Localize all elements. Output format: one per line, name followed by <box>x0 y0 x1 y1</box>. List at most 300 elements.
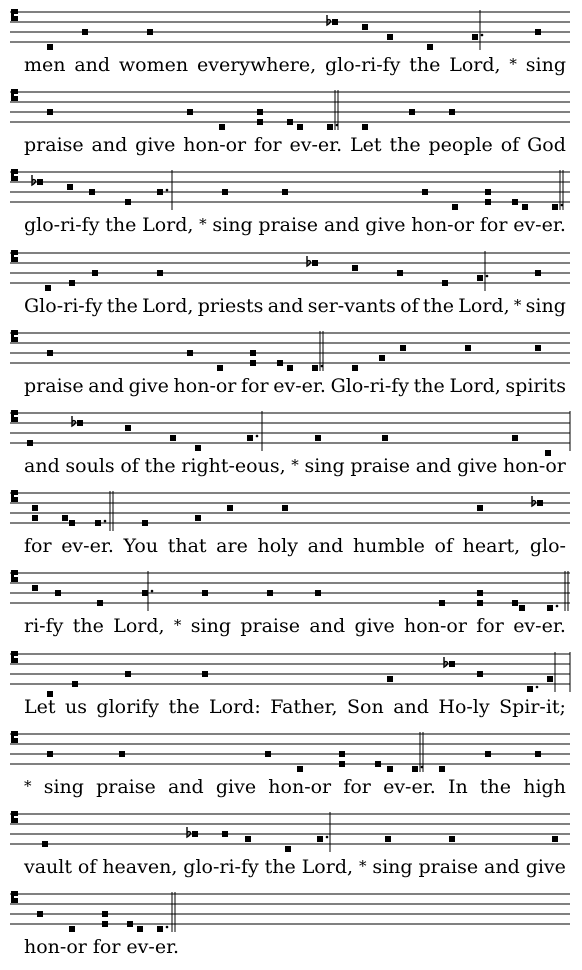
neume <box>485 199 491 205</box>
asterisk-mark: * <box>199 215 207 234</box>
lyric-word: Lord, <box>458 294 510 317</box>
punctum <box>312 365 318 371</box>
asterisk-mark: * <box>173 616 182 635</box>
neume <box>67 184 73 190</box>
punctum <box>352 365 358 371</box>
neume <box>312 364 323 370</box>
lyric-word: the <box>389 134 421 157</box>
lyric-word: give <box>215 775 257 798</box>
lyric-word: Son <box>347 695 384 718</box>
punctum <box>125 199 131 205</box>
punctum <box>449 109 455 115</box>
staff <box>10 249 570 289</box>
lyric-line <box>24 614 566 638</box>
neume <box>227 505 233 511</box>
neume <box>472 34 483 40</box>
staff <box>10 569 570 609</box>
lyric-word: Lord, <box>113 615 165 638</box>
mora-dot <box>321 364 324 367</box>
neume <box>287 119 293 125</box>
punctum <box>69 280 75 286</box>
neume <box>362 24 368 30</box>
neume <box>477 590 483 596</box>
neume <box>89 189 95 195</box>
punctum <box>142 590 148 596</box>
lyric-word: ev-er. <box>513 214 566 237</box>
c-clef-icon <box>11 410 18 422</box>
punctum <box>147 29 153 35</box>
staff <box>10 810 570 850</box>
lyric-word: hon-or <box>173 374 237 397</box>
asterisk-mark: * <box>358 857 367 875</box>
punctum <box>195 445 201 451</box>
neume <box>512 435 518 441</box>
lyric-word: for <box>24 535 52 558</box>
flat-icon <box>444 657 448 667</box>
lyric-word: glo- <box>529 535 566 558</box>
asterisk-mark: * <box>513 295 522 314</box>
neume <box>187 827 198 837</box>
punctum <box>62 515 68 521</box>
flat-icon <box>187 827 191 837</box>
neume <box>307 256 318 266</box>
chant-system <box>0 329 582 409</box>
lyric-word: hon-or <box>404 615 467 638</box>
punctum <box>387 766 393 772</box>
punctum <box>375 761 381 767</box>
neume <box>527 685 538 691</box>
chant-system <box>0 409 582 489</box>
punctum <box>315 435 321 441</box>
staff <box>10 88 570 128</box>
punctum <box>537 500 543 506</box>
chant-system <box>0 650 582 730</box>
neume <box>387 766 393 772</box>
lyric-line <box>24 775 566 799</box>
neume <box>387 34 393 40</box>
lyric-word: Lord: <box>209 695 261 718</box>
neume <box>477 671 483 677</box>
punctum <box>267 590 273 596</box>
lyric-line <box>24 374 566 398</box>
punctum <box>362 124 368 130</box>
punctum <box>287 119 293 125</box>
punctum <box>552 836 558 842</box>
punctum <box>312 260 318 266</box>
lyric-word: and <box>24 455 60 477</box>
lyric-word: ev-er. <box>289 134 343 157</box>
neume <box>32 585 38 591</box>
punctum <box>439 600 445 606</box>
neume <box>352 365 358 371</box>
neume <box>72 681 78 687</box>
neume <box>400 345 406 351</box>
neume <box>535 29 541 35</box>
lyric-word: Glo-ri-fy <box>330 374 410 397</box>
neume <box>125 425 131 431</box>
neume <box>47 751 53 757</box>
lyric-word: Glo-ri-fy <box>24 294 103 317</box>
punctum <box>327 124 333 130</box>
neume <box>187 350 193 356</box>
neume <box>119 751 125 757</box>
neume <box>127 921 133 927</box>
neume <box>42 841 48 847</box>
lyric-word: glorify <box>96 695 160 718</box>
neume <box>439 766 445 772</box>
lyric-word: the <box>413 374 445 397</box>
c-clef-icon <box>11 89 18 101</box>
lyric-word: praise <box>240 615 301 638</box>
neume <box>477 600 483 606</box>
chant-system <box>0 810 582 890</box>
punctum <box>222 189 228 195</box>
punctum <box>67 184 73 190</box>
punctum <box>42 841 48 847</box>
neume <box>422 189 428 195</box>
neume <box>32 515 38 521</box>
chant-system <box>0 8 582 88</box>
chant-system <box>0 88 582 168</box>
lyric-word: glo-ri-fy <box>24 214 100 237</box>
punctum <box>512 435 518 441</box>
lyric-word: ev-er. <box>126 936 180 959</box>
lyric-word: give <box>525 856 566 878</box>
lyric-word: heart, <box>462 535 521 558</box>
neume <box>465 345 471 351</box>
punctum <box>317 836 323 842</box>
lyric-word: and <box>307 535 344 558</box>
flat-icon <box>327 15 331 25</box>
punctum <box>82 29 88 35</box>
lyric-word: holy <box>257 535 298 558</box>
lyric-word: Spir-it; <box>499 695 566 718</box>
asterisk-mark: * <box>509 55 517 73</box>
lyric-line <box>24 213 566 237</box>
lyric-line <box>24 695 566 719</box>
double-bar-line <box>172 892 175 932</box>
neume <box>222 189 228 195</box>
punctum <box>547 605 553 611</box>
staff <box>10 168 570 208</box>
lyric-word: men <box>24 54 66 76</box>
chant-system <box>0 249 582 329</box>
mora-dot <box>481 34 484 37</box>
neume <box>315 435 321 441</box>
lyric-word: humble <box>352 535 425 558</box>
punctum <box>547 676 553 682</box>
staff <box>10 409 570 449</box>
neume <box>439 600 445 606</box>
lyric-word: sing <box>43 775 84 798</box>
chant-system <box>0 489 582 569</box>
lyric-word: the <box>264 856 296 878</box>
lyric-word: Let <box>350 134 382 157</box>
punctum <box>519 605 525 611</box>
chant-system <box>0 569 582 649</box>
punctum <box>47 44 53 50</box>
punctum <box>285 846 291 852</box>
neume <box>282 189 288 195</box>
lyric-word: Lord, <box>142 214 194 237</box>
neume <box>147 29 153 35</box>
punctum <box>315 590 321 596</box>
punctum <box>472 34 478 40</box>
lyric-word: spirits <box>505 374 566 397</box>
lyric-word: of <box>120 455 139 477</box>
lyric-word: and <box>91 134 128 157</box>
punctum <box>257 119 263 125</box>
punctum <box>245 836 251 842</box>
neume <box>125 671 131 677</box>
mora-dot <box>166 926 169 929</box>
lyric-word: ev-er. <box>61 535 114 558</box>
punctum <box>397 270 403 276</box>
lyric-word: us <box>64 695 87 718</box>
lyric-word: You <box>123 535 159 558</box>
neume <box>257 119 263 125</box>
neume <box>27 440 33 446</box>
lyric-word: Lord, <box>142 294 194 317</box>
punctum <box>339 751 345 757</box>
punctum <box>339 761 345 767</box>
lyric-word: ev-er. <box>273 374 326 397</box>
lyric-word: the <box>409 54 441 76</box>
c-clef-icon <box>11 330 18 342</box>
lyric-word: In <box>447 775 468 798</box>
punctum <box>45 285 51 291</box>
lyric-word: heaven, <box>102 856 178 878</box>
punctum <box>412 766 418 772</box>
punctum <box>72 681 78 687</box>
neume <box>219 124 225 130</box>
neume <box>277 360 283 366</box>
staff <box>10 8 570 48</box>
punctum <box>477 671 483 677</box>
punctum <box>257 109 263 115</box>
mora-dot <box>166 189 169 192</box>
neume <box>47 350 53 356</box>
neume <box>45 285 51 291</box>
punctum <box>535 345 541 351</box>
neume <box>202 590 208 596</box>
lyric-word: hon-or <box>24 936 87 959</box>
lyric-word: for <box>254 134 282 157</box>
punctum <box>32 515 38 521</box>
punctum <box>157 926 163 932</box>
punctum <box>250 360 256 366</box>
punctum <box>125 425 131 431</box>
lyric-line <box>24 294 566 318</box>
neume <box>339 761 345 767</box>
punctum <box>89 189 95 195</box>
neume <box>297 766 303 772</box>
neume <box>485 751 491 757</box>
neume <box>512 199 518 205</box>
neume <box>427 44 433 50</box>
neume <box>535 270 541 276</box>
neume <box>170 435 176 441</box>
punctum <box>195 515 201 521</box>
neume <box>375 761 381 767</box>
punctum <box>485 199 491 205</box>
lyric-word: the <box>72 615 104 638</box>
flat-icon <box>72 416 76 426</box>
punctum <box>250 350 256 356</box>
mora-dot <box>151 590 154 593</box>
lyric-word: praise <box>258 214 319 237</box>
punctum <box>477 275 483 281</box>
mora-dot <box>104 520 107 523</box>
lyric-word: hon-or <box>268 775 332 798</box>
punctum <box>452 204 458 210</box>
flat-icon <box>32 175 36 185</box>
lyric-word: ri-fy <box>24 615 64 638</box>
punctum <box>127 921 133 927</box>
lyric-word: Lord, <box>449 374 501 397</box>
neume <box>442 280 448 286</box>
lyric-word: right-eous, <box>181 455 286 477</box>
mora-dot <box>336 124 339 127</box>
punctum <box>69 520 75 526</box>
c-clef-icon <box>11 570 18 582</box>
neume <box>69 520 75 526</box>
lyric-word: Let <box>24 695 56 718</box>
neume <box>202 671 208 677</box>
mora-dot <box>326 836 329 839</box>
lyric-word: the <box>422 294 455 317</box>
lyric-word: and <box>323 214 360 237</box>
lyric-word: and <box>88 374 125 397</box>
neume <box>32 175 43 185</box>
neume <box>512 600 518 606</box>
punctum <box>287 365 293 371</box>
neume <box>297 124 303 130</box>
asterisk-mark: * <box>24 776 32 795</box>
punctum <box>282 505 288 511</box>
neume <box>222 831 228 837</box>
punctum <box>47 751 53 757</box>
c-clef-icon <box>11 490 18 502</box>
neume <box>362 124 368 130</box>
neume <box>532 496 543 506</box>
punctum <box>219 124 225 130</box>
lyric-word: souls <box>65 455 115 477</box>
punctum <box>485 189 491 195</box>
lyric-word: everywhere, <box>196 54 317 76</box>
lyric-word: and <box>74 54 111 76</box>
neume <box>267 590 273 596</box>
punctum <box>217 365 223 371</box>
punctum <box>427 44 433 50</box>
flat-icon <box>307 256 311 266</box>
lyric-word: sing <box>525 294 566 317</box>
punctum <box>32 585 38 591</box>
punctum <box>385 836 391 842</box>
neume <box>317 836 328 842</box>
lyric-word: God <box>527 134 566 157</box>
lyric-line <box>24 133 566 157</box>
punctum <box>449 661 455 667</box>
double-bar-line <box>565 571 568 611</box>
lyric-word: ser-vants <box>307 294 396 317</box>
lyric-word: and <box>167 775 204 798</box>
chant-system <box>0 890 582 970</box>
mora-dot <box>256 435 259 438</box>
punctum <box>92 270 98 276</box>
lyric-word: give <box>365 214 406 237</box>
lyric-word: the <box>479 775 512 798</box>
lyric-word: hon-or <box>503 455 566 477</box>
punctum <box>32 505 38 511</box>
neume <box>247 435 258 441</box>
lyric-word: sing <box>212 214 253 237</box>
punctum <box>477 590 483 596</box>
punctum <box>202 671 208 677</box>
punctum <box>400 345 406 351</box>
asterisk-mark: * <box>291 456 299 474</box>
neume <box>37 911 43 917</box>
lyric-word: give <box>135 134 176 157</box>
flat-icon <box>532 496 536 506</box>
lyric-line <box>24 935 566 959</box>
neume <box>187 109 193 115</box>
punctum <box>125 671 131 677</box>
neume <box>217 365 223 371</box>
neume <box>285 846 291 852</box>
lyric-word: glo-ri-fy <box>183 856 259 878</box>
lyric-word: for <box>241 374 269 397</box>
punctum <box>512 600 518 606</box>
punctum <box>102 911 108 917</box>
neume <box>485 189 491 195</box>
lyric-word: that <box>167 535 207 558</box>
mora-dot <box>536 685 539 688</box>
punctum <box>382 435 388 441</box>
punctum <box>142 520 148 526</box>
lyric-word: of <box>400 294 419 317</box>
staff <box>10 730 570 770</box>
punctum <box>102 921 108 927</box>
neume <box>412 765 423 771</box>
punctum <box>95 520 101 526</box>
lyric-word: sing <box>304 455 345 477</box>
lyric-word: high <box>523 775 566 798</box>
neume <box>552 836 558 842</box>
lyric-word: for <box>476 615 504 638</box>
neume <box>69 280 75 286</box>
c-clef-icon <box>11 9 18 21</box>
punctum <box>465 345 471 351</box>
neume <box>97 600 103 606</box>
lyric-word: ev-er. <box>513 615 566 638</box>
staff <box>10 489 570 529</box>
neume <box>157 926 168 932</box>
neume <box>397 270 403 276</box>
punctum <box>192 831 198 837</box>
lyric-word: the <box>105 214 137 237</box>
lyric-word: people <box>428 134 493 157</box>
lyric-word: praise <box>96 775 156 798</box>
punctum <box>387 676 393 682</box>
neume <box>444 657 455 667</box>
neume <box>379 355 385 361</box>
punctum <box>362 24 368 30</box>
double-bar-line <box>110 491 113 531</box>
punctum <box>477 505 483 511</box>
punctum <box>439 766 445 772</box>
punctum <box>379 355 385 361</box>
